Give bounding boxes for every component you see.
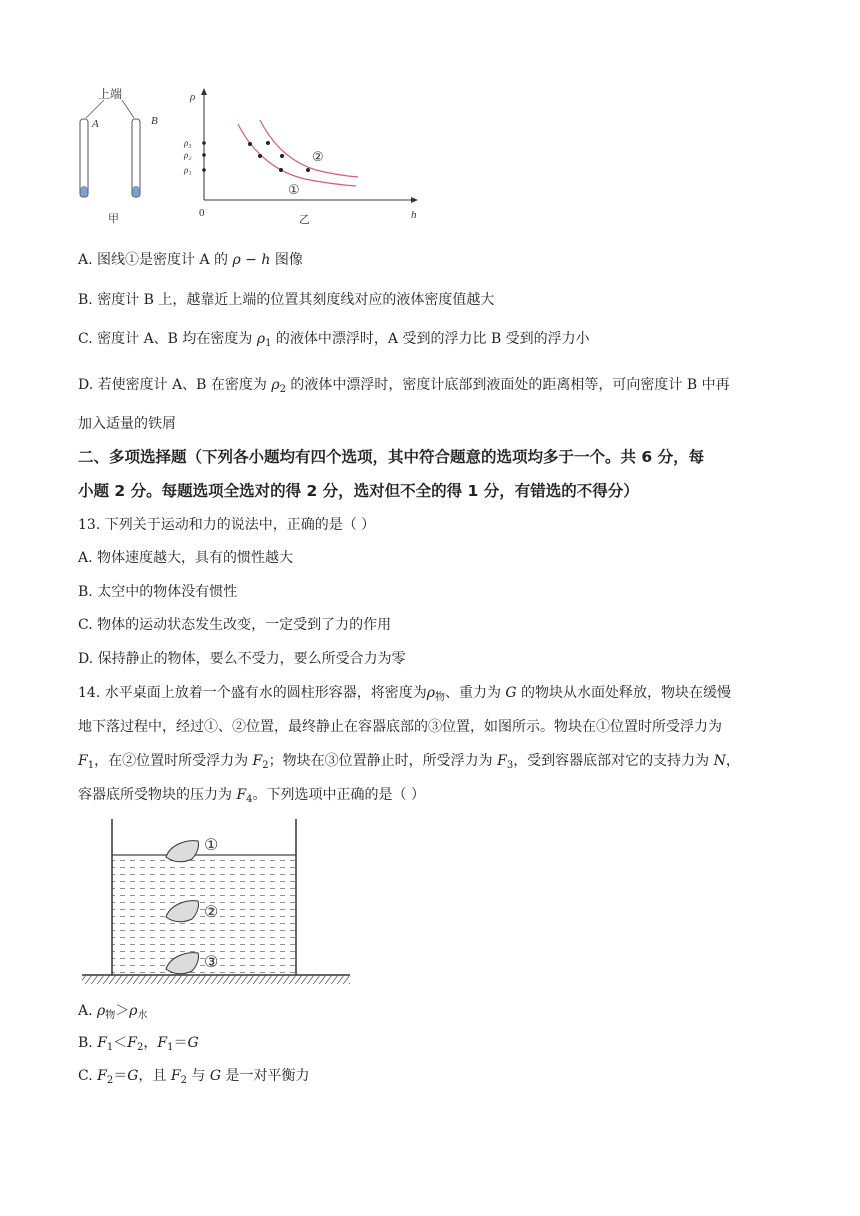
text: ＞: [115, 1003, 130, 1019]
origin-label: 0: [199, 207, 205, 219]
q14-option-a: [78, 1001, 147, 1026]
text: 容器底所受物块的压力为: [78, 787, 237, 803]
table-surface: [82, 975, 350, 984]
subscript: 1: [167, 1042, 174, 1053]
subscript: 3: [506, 760, 514, 771]
f-symbol: F: [497, 753, 507, 769]
axis-x-label: h: [411, 209, 417, 221]
rho-symbol: ρ: [426, 685, 435, 701]
rho-symbol: ρ: [256, 331, 266, 347]
q13-option-a: A. 物体速度越大，具有的惯性越大: [78, 550, 294, 566]
q12-option-c-suffix: 的液体中漂浮时，A 受到的浮力比 B 受到的浮力小: [271, 331, 590, 347]
q12-option-d-suffix: 的液体中漂浮时，密度计底部到液面处的距离相等，可向密度计 B 中再: [285, 377, 730, 393]
section2-heading-line1: 二、多项选择题（下列各小题均有四个选项，其中符合题意的选项均多于一个。共 6 分，每: [78, 448, 705, 466]
g-symbol: G: [505, 685, 517, 701]
text: ，受到容器底部对它的支持力为: [513, 753, 714, 769]
q14-stem-line2: 地下落过程中，经过①、②位置，最终静止在容器底部的③位置，如图所示。物块在①位置时所受浮力为: [78, 719, 722, 735]
subscript: 2: [137, 1042, 144, 1053]
subscript: 4: [246, 794, 253, 805]
text: 是一对平衡力: [221, 1068, 310, 1084]
q12-option-a: [78, 250, 303, 270]
subscript: 2: [279, 384, 286, 395]
f-symbol: F: [157, 1035, 168, 1051]
axis-y-label: ρ: [190, 91, 196, 103]
rho-symbol: ρ: [129, 1003, 138, 1019]
q14-option-c: [78, 1066, 310, 1091]
q13-option-b: B. 太空中的物体没有惯性: [78, 584, 238, 600]
subscript: 1: [265, 338, 272, 349]
curve-1-label: ①: [288, 182, 300, 197]
label-b: B: [151, 115, 158, 127]
density-meter-a: [80, 119, 88, 197]
text: ＝: [173, 1035, 188, 1051]
q13-stem: 13. 下列关于运动和力的说法中，正确的是（ ）: [78, 517, 376, 533]
subscript: 物: [105, 1010, 116, 1021]
rho2-label: ρ₂: [184, 150, 192, 160]
subscript: 水: [137, 1010, 148, 1021]
q12-option-a-prefix: A. 图线①是密度计 A 的: [78, 252, 233, 268]
f-symbol: F: [127, 1035, 138, 1051]
label-top-end: 上端: [98, 87, 123, 101]
rho-symbol: ρ: [97, 1003, 106, 1019]
text: ，: [143, 1035, 158, 1051]
n-symbol: N: [713, 753, 726, 769]
subscript: 2: [180, 1075, 187, 1086]
text: ；物块在③位置静止时，所受浮力为: [268, 753, 498, 769]
q12-option-a-suffix: 图像: [270, 252, 303, 268]
label-position-3: ③: [204, 954, 219, 971]
text: 与: [186, 1068, 210, 1084]
label-a: A: [92, 118, 99, 130]
text: ＜: [113, 1035, 128, 1051]
q13-option-d: D. 保持静止的物体，要么不受力，要么所受合力为零: [78, 651, 406, 667]
subscript: 2: [106, 1075, 114, 1086]
subscript: 2: [262, 760, 269, 771]
q12-option-d-prefix: D. 若使密度计 A、B 在密度为: [78, 377, 272, 393]
subscript: 1: [87, 760, 95, 771]
text: C.: [78, 1068, 98, 1084]
text: ，在②位置时所受浮力为: [94, 753, 253, 769]
q14-stem-line3: [78, 751, 740, 776]
curve-1: [238, 124, 356, 186]
label-jia: 甲: [108, 213, 119, 225]
text: A.: [78, 1003, 98, 1019]
q14-stem-line4: [78, 785, 425, 810]
q12-option-c-prefix: C. 密度计 A、B 均在密度为: [78, 331, 257, 347]
density-meter-figure: [70, 82, 430, 232]
q12-option-d-line2: 加入适量的铁屑: [78, 416, 176, 432]
g-symbol: G: [187, 1035, 199, 1051]
rho3-label: ρ₃: [184, 138, 192, 148]
text: B.: [78, 1035, 98, 1051]
f-symbol: F: [170, 1068, 181, 1084]
label-position-2: ②: [204, 904, 219, 921]
text: 、重力为: [444, 685, 506, 701]
f-symbol: F: [236, 787, 247, 803]
subscript: 物: [434, 692, 445, 703]
text: ，: [725, 753, 740, 769]
text: 14. 水平桌面上放着一个盛有水的圆柱形容器，将密度为: [78, 685, 427, 701]
curve-2-label: ②: [312, 149, 324, 164]
q13-option-c: C. 物体的运动状态发生改变，一定受到了力的作用: [78, 617, 392, 633]
text: ＝: [113, 1068, 128, 1084]
q12-option-d: [78, 375, 730, 400]
container-figure: [80, 815, 352, 990]
text: ，且: [138, 1068, 171, 1084]
q14-option-b: [78, 1033, 199, 1058]
g-symbol: G: [209, 1068, 222, 1084]
label-yi: 乙: [299, 214, 310, 226]
g-symbol: G: [127, 1068, 139, 1084]
rho-h-formula: ρ − h: [232, 252, 271, 268]
label-position-1: ①: [204, 837, 219, 854]
q12-option-c: [78, 329, 590, 354]
q14-stem-line1: [78, 683, 731, 708]
subscript: 1: [106, 1042, 114, 1053]
rho1-label: ρ₁: [184, 165, 192, 175]
text: 的物块从水面处释放，物块在缓慢: [516, 685, 732, 701]
text: 。下列选项中正确的是（ ）: [252, 787, 425, 803]
rho-symbol: ρ: [271, 377, 280, 393]
f-symbol: F: [78, 753, 88, 769]
density-meter-b: [132, 119, 140, 197]
f-symbol: F: [97, 1035, 107, 1051]
q12-option-b: B. 密度计 B 上，越靠近上端的位置其刻度线对应的液体密度值越大: [78, 292, 495, 308]
section2-heading-line2: 小题 2 分。每题选项全选对的得 2 分，选对但不全的得 1 分，有错选的不得分）: [78, 482, 639, 500]
f-symbol: F: [252, 753, 263, 769]
f-symbol: F: [97, 1068, 107, 1084]
